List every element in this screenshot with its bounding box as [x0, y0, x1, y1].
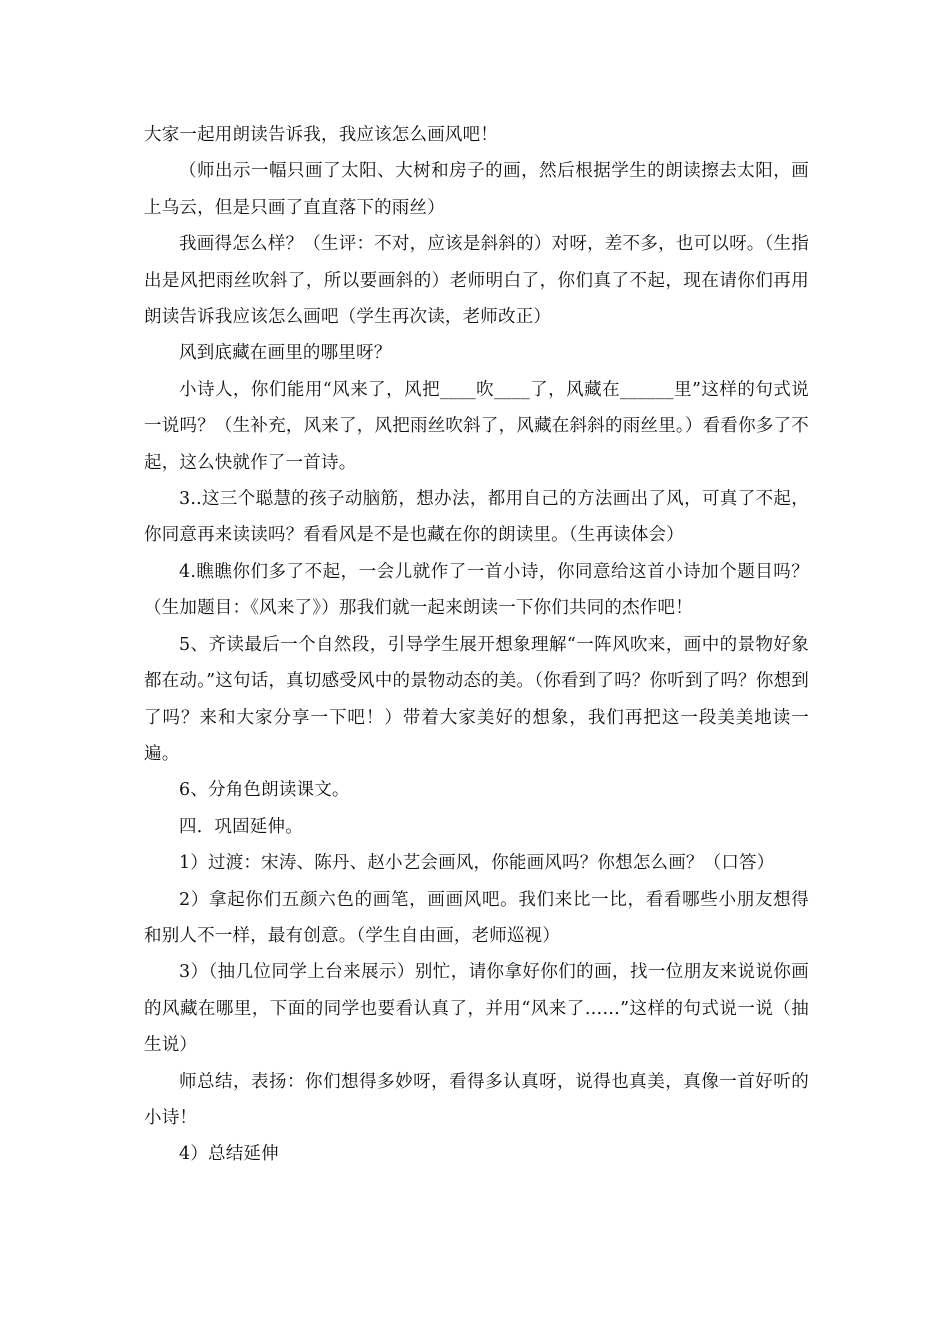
paragraph-item-3: 3）（抽几位同学上台来展示）别忙，请你拿好你们的画，找一位朋友来说说你画的风藏在哪里，下面的同学也要看认真了，并用“风来了……”这样的句式说一说（抽生说） [144, 962, 809, 1056]
paragraph-step-3: 3..这三个聪慧的孩子动脑筋，想办法，都用自己的方法画出了风，可真了不起，你同意再来读读吗？看看风是不是也藏在你的朗读里。（生再读体会） [144, 489, 809, 546]
paragraph-step-4: 4.瞧瞧你们多了不起，一会儿就作了一首小诗，你同意给这首小诗加个题目吗？（生加题目：《风来了》）那我们就一起来朗读一下你们共同的杰作吧！ [144, 561, 809, 619]
document-body [144, 117, 809, 1173]
paragraph-little-poets: 小诗人，你们能用“风来了，风把____吹____了，风藏在______里”这样的句式说一说吗？（生补充，风来了，风把雨丝吹斜了，风藏在斜斜的雨丝里。）看看你多了不起，这么快就作了一首诗。 [144, 379, 809, 473]
paragraph-step-5: 5、齐读最后一个自然段，引导学生展开想象理解“一阵风吹来，画中的景物好象都在动。”这句话，真切感受风中的景物动态的美。（你看到了吗？你听到了吗？你想到了吗？来和大家分享一下吧！）带着大家美好的想象，我们再把这一段美美地读一遍。 [144, 634, 809, 764]
paragraph-teacher-shows-picture: （师出示一幅只画了太阳、大树和房子的画，然后根据学生的朗读擦去太阳，画上乌云，但是只画了直直落下的雨丝） [144, 161, 809, 218]
paragraph-teacher-summary: 师总结，表扬：你们想得多妙呀，看得多认真呀，说得也真美，真像一首好听的小诗！ [144, 1071, 809, 1128]
paragraph-item-1: 1）过渡：宋涛、陈丹、赵小艺会画风，你能画风吗？你想怎么画？（口答） [179, 853, 775, 874]
paragraph-step-6: 6、分角色朗读课文。 [179, 780, 350, 801]
paragraph-intro: 大家一起用朗读告诉我，我应该怎么画风吧！ [144, 125, 498, 145]
paragraph-how-drawn: 我画得怎么样？（生评：不对，应该是斜斜的）对呀，差不多，也可以呀。（生指出是风把雨丝吹斜了，所以要画斜的）老师明白了，你们真了不起，现在请你们再用朗读告诉我应该怎么画吧（学生再次读，老师改正） [144, 234, 809, 328]
paragraph-item-2: 2）拿起你们五颜六色的画笔，画画风吧。我们来比一比，看看哪些小朋友想得和别人不一样，最有创意。（学生自由画，老师巡视） [144, 889, 809, 946]
section-heading-consolidate: 四．巩固延伸。 [179, 816, 303, 837]
paragraph-where-wind-hidden: 风到底藏在画里的哪里呀？ [179, 343, 392, 364]
paragraph-item-4: 4）总结延伸 [179, 1144, 279, 1165]
